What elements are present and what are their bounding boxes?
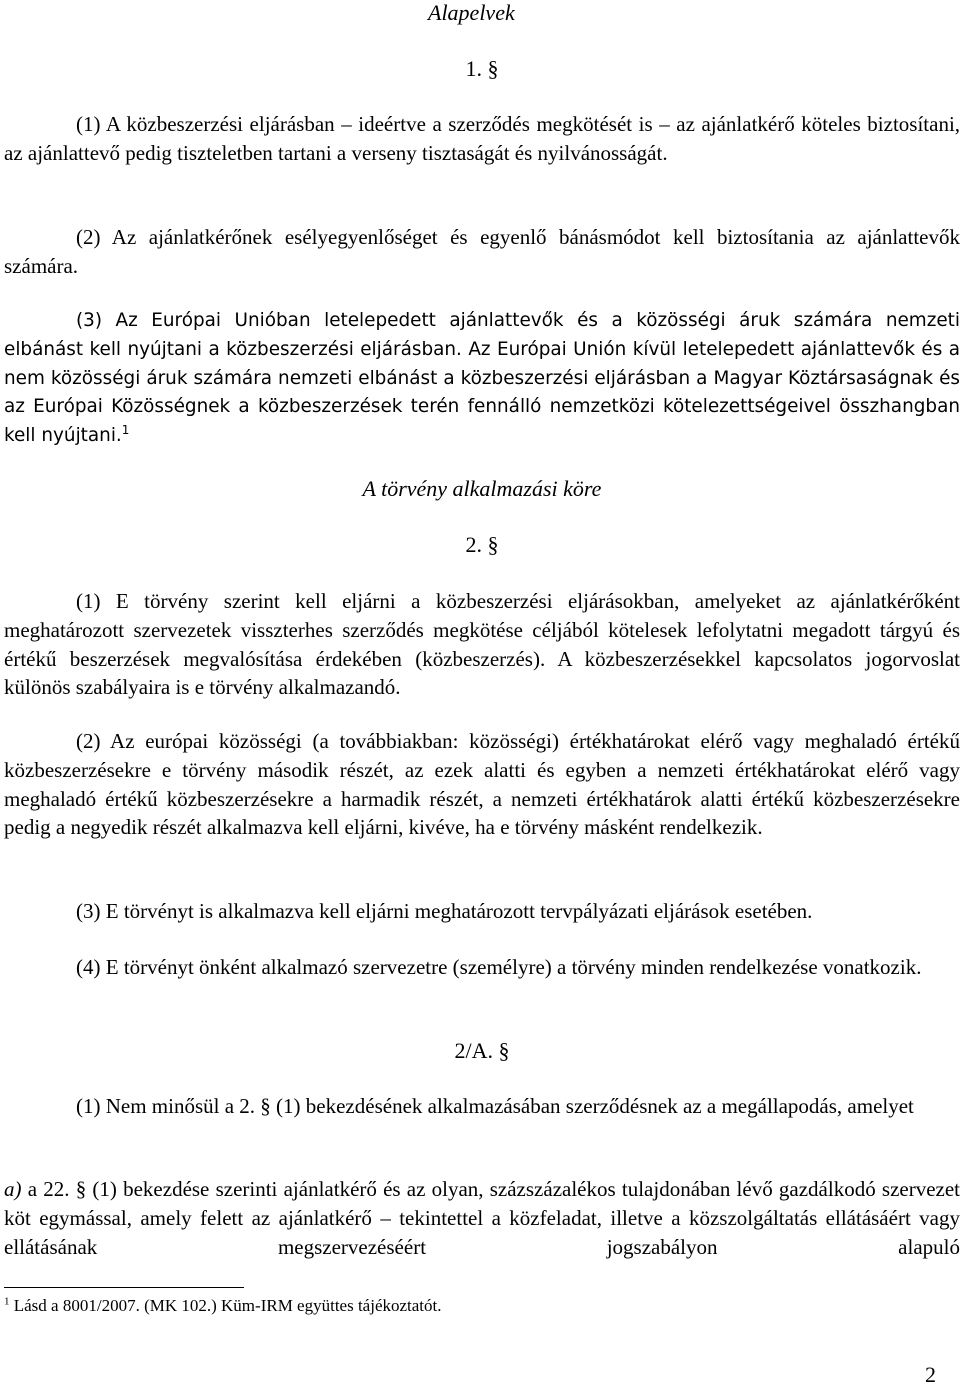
page-number: 2	[925, 1362, 936, 1387]
footnote-text: Lásd a 8001/2007. (MK 102.) Küm-IRM együttes tájékoztatót.	[13, 1296, 442, 1315]
paragraph-2a-1: (1) Nem minősül a 2. § (1) bekezdésének alkalmazásában szerződésnek az a megállapodás, amelyet	[76, 1094, 914, 1118]
section-number-1: 1. §	[465, 56, 499, 81]
section-heading-alapelvek: Alapelvek	[428, 0, 515, 25]
section-number-2a: 2/A. §	[454, 1038, 510, 1063]
footnote-reference[interactable]: 1	[121, 423, 130, 438]
footnote-number: 1	[4, 1295, 10, 1308]
paragraph-2-1: (1) E törvény szerint kell eljárni a közbeszerzési eljárásokban, amelyeket az ajánlatkérőként meghatározott szervezetek visszterhes szerződés megkötése céljából kötelesek lefolytatni megadott tárgyú és értékű beszerzések megvalósítása érdekében (közbeszerzés). A közbeszerzésekkel kapcsolatos jogorvoslat különös szabályaira is e törvény alkalmazandó.	[4, 589, 960, 700]
paragraph-2a-item-a: a) a 22. § (1) bekezdése szerinti ajánlatkérő és az olyan, százszázalékos tulajdonában lévő gazdálkodó szervezet köt egymással, amely felett az ajánlatkérő – tekintettel a közfeladat, illetve a közszolgáltatás ellátásáért vagy ellátásának megszervezéséért jogszabályon alapuló	[4, 1177, 960, 1259]
paragraph-2-4: (4) E törvényt önként alkalmazó szervezetre (személyre) a törvény minden rendelkezése vonatkozik.	[76, 955, 922, 979]
section-heading-torveny-alkalmazasi-kore: A törvény alkalmazási köre	[362, 476, 602, 501]
section-number-2: 2. §	[465, 532, 499, 557]
paragraph-2-2: (2) Az európai közösségi (a továbbiakban: közösségi) értékhatárokat elérő vagy meghaladó értékű közbeszerzésekre e törvény második részét, az ezek alatti és egyben a nemzeti értékhatárokat elérő vagy meghaladó értékű közbeszerzésekre a harmadik részét, a nemzeti értékhatárok alatti értékű közbeszerzésekre pedig a negyedik részét alkalmazva kell eljárni, kivéve, ha e törvény másként rendelkezik.	[4, 729, 960, 840]
paragraph-2-3: (3) E törvényt is alkalmazva kell eljárni meghatározott tervpályázati eljárások esetében.	[76, 899, 813, 923]
footnote	[4, 1295, 442, 1317]
item-label-a: a)	[4, 1177, 22, 1201]
footnote-separator	[4, 1287, 244, 1288]
paragraph-1-1: (1) A közbeszerzési eljárásban – ideértve a szerződés megkötését is – az ajánlatkérő köteles biztosítani, az ajánlattevő pedig tiszteletben tartani a verseny tisztaságát és nyilvánosságát.	[4, 112, 960, 165]
paragraph-1-2: (2) Az ajánlatkérőnek esélyegyenlőséget és egyenlő bánásmódot kell biztosítania az ajánlattevők számára.	[4, 225, 960, 278]
paragraph-1-3: (3) Az Európai Unióban letelepedett ajánlattevők és a közösségi áruk számára nemzeti elbánást kell nyújtani a közbeszerzési eljárásban. Az Európai Unión kívül letelepedett ajánlattevők és a nem közösségi áruk számára nemzeti elbánást a közbeszerzési eljárásban a Magyar Köztársaságnak és az Európai Közösségnek a közbeszerzések terén fennálló nemzetközi kötelezettségeivel összhangban kell nyújtani.$^1$	[4, 310, 960, 447]
